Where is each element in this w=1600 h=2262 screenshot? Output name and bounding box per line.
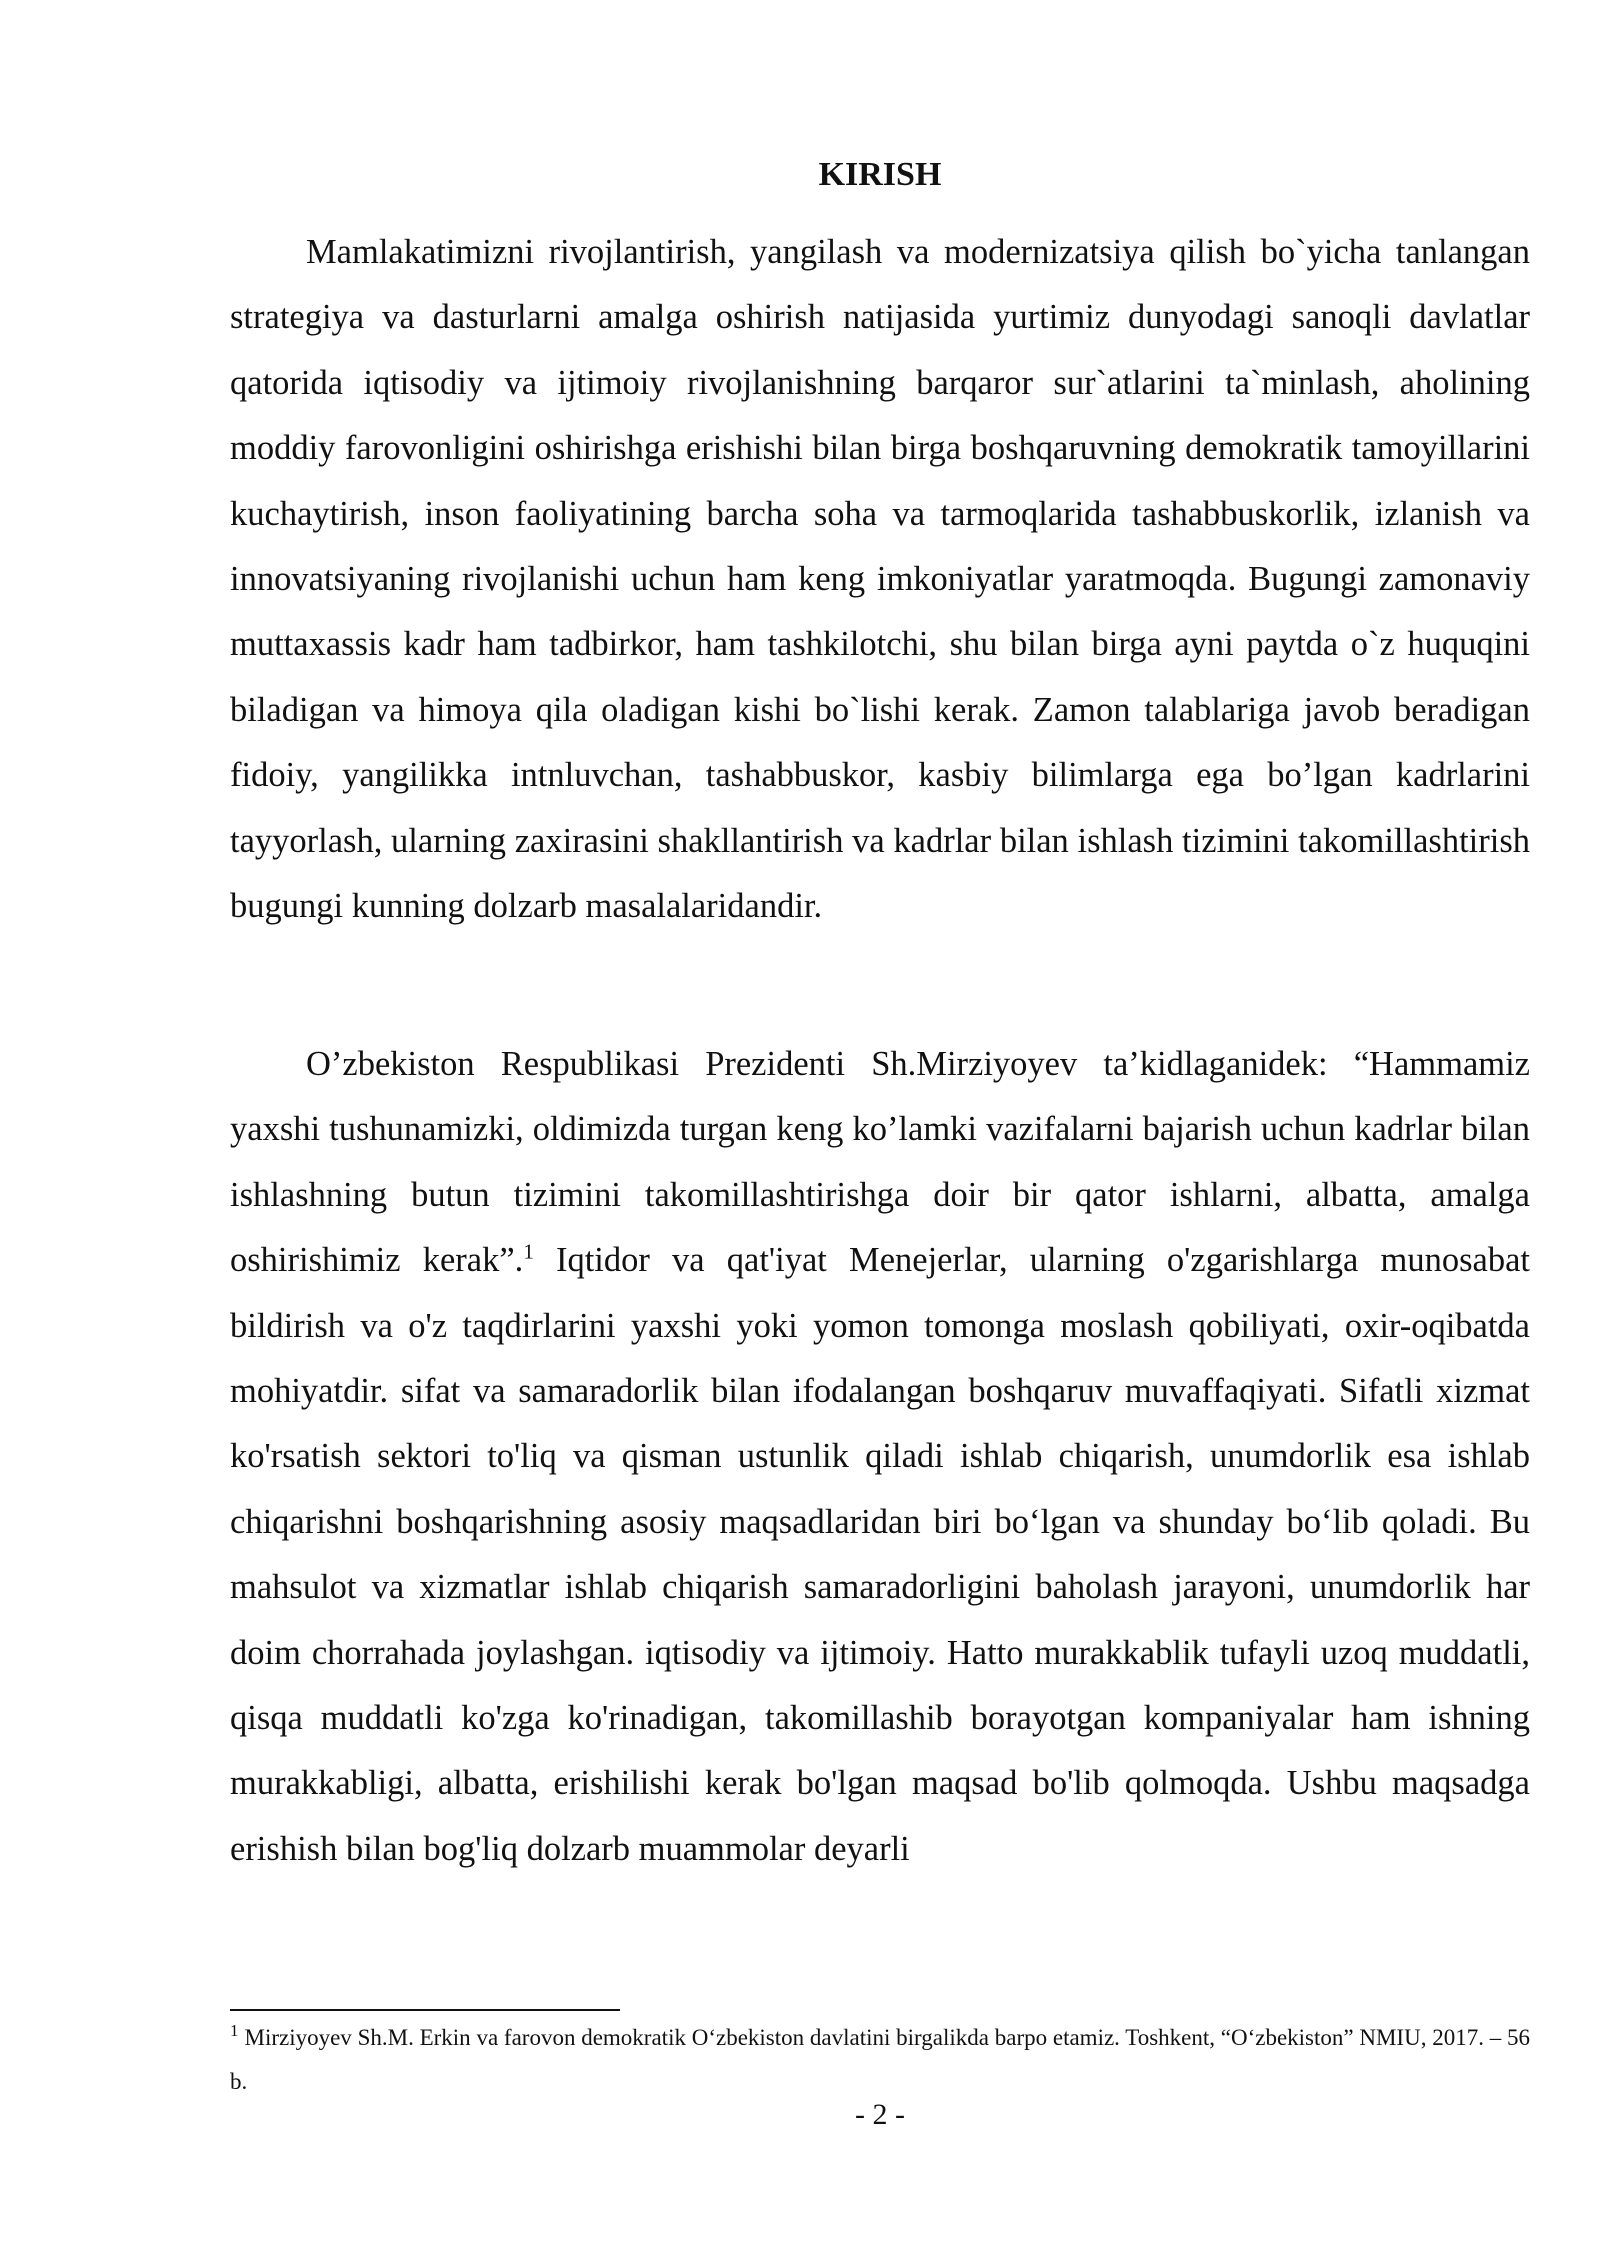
section-heading: KIRISH xyxy=(818,156,942,193)
footnote-mark: 1 xyxy=(230,2021,239,2041)
page-number: - 2 - xyxy=(855,2098,905,2131)
footnote-text: Mirziyoyev Sh.M. Erkin va farovon demokratik Oʻzbekiston davlatini birgalikda barpo etamiz. Toshkent, “Oʻzbekiston” NMIU, 2017. – 56 b. xyxy=(230,2025,1530,2094)
body-paragraph-2 xyxy=(230,1032,1530,1882)
body-paragraph-1: Mamlakatimizni rivojlantirish, yangilash va modernizatsiya qilish bo`yicha tanlangan strategiya va dasturlarni amalga oshirish natijasida yurtimiz dunyodagi sanoqli davlatlar qatorida iqtisodiy va ijtimoiy rivojlanishning barqaror sur`atlarini ta`minlash, aholining moddiy farovonligini oshirishga erishishi bilan birga boshqaruvning demokratik tamoyillarini kuchaytirish, inson faoliyatining barcha soha va tarmoqlarida tashabbuskorlik, izlanish va innovatsiyaning rivojlanishi uchun ham keng imkoniyatlar yaratmoqda. Bugungi zamonaviy muttaxassis kadr ham tadbirkor, ham tashkilotchi, shu bilan birga ayni paytda o`z huquqini biladigan va himoya qila oladigan kishi bo`lishi kerak. Zamon talablariga javob beradigan fidoiy, yangilikka intnluvchan, tashabbuskor, kasbiy bilimlarga ega bo’lgan kadrlarini tayyorlash, ularning zaxirasini shakllantirish va kadrlar bilan ishlash tizimini takomillashtirish bugungi kunning dolzarb masalalaridandir. xyxy=(230,233,1530,926)
quote-text: O’zbekiston Respublikasi Prezidenti Sh.Mirziyoyev ta’kidlaganidek: “Hammamiz yaxshi tushunamizki, oldimizda turgan keng ko’lamki vazifalarni bajarish uchun kadrlar bilan ishlashning butun tizimini takomillashtirishga doir bir qator ishlarni, albatta, amalga oshirishimiz kerak”. xyxy=(230,1045,1530,1280)
footnote-separator xyxy=(230,2009,620,2011)
footnote-reference[interactable]: 1 xyxy=(523,1239,534,1264)
footnote xyxy=(230,2016,1530,2104)
paragraph-continuation: Iqtidor va qat'iyat Menejerlar, ularning o'zgarishlarga munosabat bildirish va o'z taqdirlarini yaxshi yoki yomon tomonga moslash qobiliyati, oxir-oqibatda mohiyatdir. sifat va samaradorlik bilan ifodalangan boshqaruv muvaffaqiyati. Sifatli xizmat ko'rsatish sektori to'liq va qisman ustunlik qiladi ishlab chiqarish, unumdorlik esa ishlab chiqarishni boshqarishning asosiy maqsadlaridan biri boʻlgan va shunday boʻlib qoladi. Bu mahsulot va xizmatlar ishlab chiqarish samaradorligini baholash jarayoni, unumdorlik har doim chorrahada joylashgan. iqtisodiy va ijtimoiy. Hatto murakkablik tufayli uzoq muddatli, qisqa muddatli ko'zga ko'rinadigan, takomillashib borayotgan kompaniyalar ham ishning murakkabligi, albatta, erishilishi kerak bo'lgan maqsad bo'lib qolmoqda. Ushbu maqsadga erishish bilan bog'liq dolzarb muammolar deyarli xyxy=(230,1241,1530,1868)
